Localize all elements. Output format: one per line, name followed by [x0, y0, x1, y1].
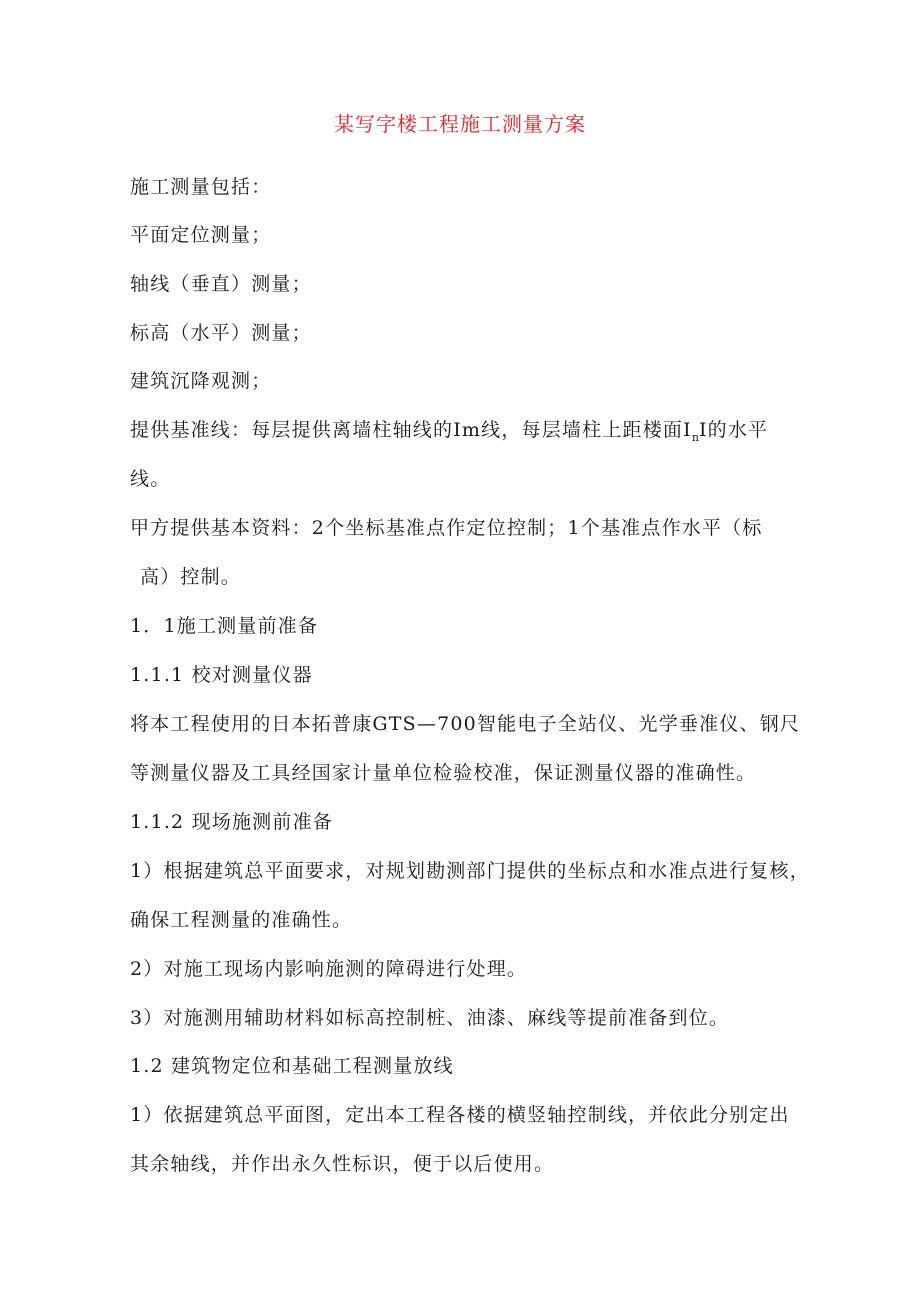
baseline-text-part1: 提供基准线：每层提供离墙柱轴线的Im线，每层墙柱上距楼面I: [130, 419, 692, 441]
section-1-1-2-item1-line2: 确保工程测量的准确性。: [130, 909, 353, 931]
baseline-subscript: n: [691, 431, 699, 444]
owner-materials-line1: 甲方提供基本资料：2个坐标基准点作定位控制；1个基准点作水平（标: [130, 517, 763, 539]
section-1-1-2-item2: 2）对施工现场内影响施测的障碍进行处理。: [130, 958, 528, 980]
baseline-text-part2: I的水平: [698, 419, 769, 441]
section-1-1-1-heading: 1.1.1 校对测量仪器: [130, 664, 313, 686]
section-1-1-1-para-line2: 等测量仪器及工具经国家计量单位检验校准，保证测量仪器的准确性。: [130, 762, 757, 784]
baseline-continuation: 线。: [130, 468, 171, 490]
section-1-2-item1-line1: 1）依据建筑总平面图，定出本工程各楼的横竖轴控制线，并依此分别定出: [130, 1104, 790, 1126]
section-1-1-2-item3: 3）对施测用辅助材料如标高控制桩、油漆、麻线等提前准备到位。: [130, 1007, 730, 1029]
section-1-1-2-heading: 1.1.2 现场施测前准备: [130, 811, 333, 833]
intro-item-elevation-measurement: 标高（水平）测量；: [130, 322, 312, 344]
owner-materials-line2: 高）控制。: [140, 566, 242, 588]
intro-item-plane-positioning: 平面定位测量；: [130, 224, 272, 246]
section-1-1-1-para-line1: 将本工程使用的日本拓普康GTS—700智能电子全站仪、光学垂准仪、钢尺: [130, 713, 801, 735]
intro-item-settlement-observation: 建筑沉降观测；: [130, 370, 272, 392]
section-1-1-2-item1-line1: 1）根据建筑总平面要求，对规划勘测部门提供的坐标点和水准点进行复核，: [130, 860, 810, 882]
section-1-2-item1-line2: 其余轴线，并作出永久性标识，便于以后使用。: [130, 1153, 555, 1175]
intro-item-axis-measurement: 轴线（垂直）测量；: [130, 273, 312, 295]
document-title: 某写字楼工程施工测量方案: [334, 112, 586, 136]
intro-heading: 施工测量包括：: [130, 176, 272, 198]
baseline-paragraph: [130, 417, 768, 446]
section-1-1-heading: 1．1施工测量前准备: [130, 615, 319, 637]
section-1-2-heading: 1.2 建筑物定位和基础工程测量放线: [130, 1055, 454, 1077]
